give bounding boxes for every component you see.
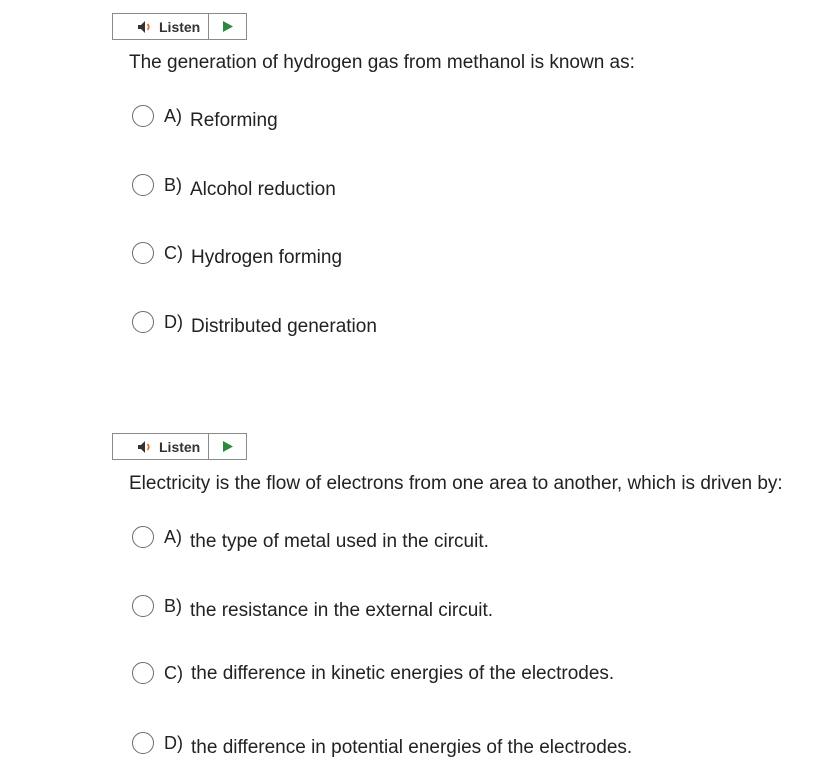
play-icon <box>222 440 234 453</box>
option-text: the type of metal used in the circuit. <box>190 531 489 552</box>
option-q1-b[interactable] <box>132 174 336 200</box>
play-button-q1[interactable] <box>209 14 246 39</box>
listen-button-q1[interactable] <box>113 14 209 39</box>
question-prompt-q1: The generation of hydrogen gas from methanol is known as: <box>129 52 635 73</box>
play-icon <box>222 20 234 33</box>
option-q1-c[interactable] <box>132 242 342 268</box>
option-q2-c[interactable] <box>132 662 614 688</box>
option-q2-d[interactable] <box>132 732 632 758</box>
option-letter: A) <box>164 527 182 547</box>
option-q1-a[interactable] <box>132 105 278 131</box>
option-text: the resistance in the external circuit. <box>190 600 494 621</box>
option-letter: D) <box>164 312 183 332</box>
option-text: Distributed generation <box>191 316 377 337</box>
listen-widget-q2 <box>112 433 247 460</box>
radio-button[interactable] <box>132 174 154 196</box>
speaker-icon <box>137 20 155 34</box>
listen-label: Listen <box>159 438 201 455</box>
radio-button[interactable] <box>132 662 154 684</box>
option-letter: A) <box>164 106 182 126</box>
radio-button[interactable] <box>132 105 154 127</box>
option-text: the difference in kinetic energies of the electrodes. <box>191 663 615 684</box>
listen-widget-q1 <box>112 13 247 40</box>
option-text: Alcohol reduction <box>190 179 336 200</box>
option-text: the difference in potential energies of the electrodes. <box>191 737 633 758</box>
speaker-icon <box>137 440 155 454</box>
radio-button[interactable] <box>132 732 154 754</box>
radio-button[interactable] <box>132 595 154 617</box>
radio-button[interactable] <box>132 526 154 548</box>
option-letter: B) <box>164 596 182 616</box>
option-text: Hydrogen forming <box>191 247 343 268</box>
option-letter: C) <box>164 243 183 263</box>
option-q1-d[interactable] <box>132 311 377 337</box>
radio-button[interactable] <box>132 311 154 333</box>
listen-button-q2[interactable] <box>113 434 209 459</box>
option-letter: D) <box>164 733 183 753</box>
option-letter: C) <box>164 663 183 683</box>
option-letter: B) <box>164 175 182 195</box>
option-q2-a[interactable] <box>132 526 489 552</box>
listen-label: Listen <box>159 18 201 35</box>
option-q2-b[interactable] <box>132 595 493 621</box>
play-button-q2[interactable] <box>209 434 246 459</box>
question-prompt-q2: Electricity is the flow of electrons from one area to another, which is driven by: <box>129 473 783 494</box>
option-text: Reforming <box>190 110 278 131</box>
radio-button[interactable] <box>132 242 154 264</box>
